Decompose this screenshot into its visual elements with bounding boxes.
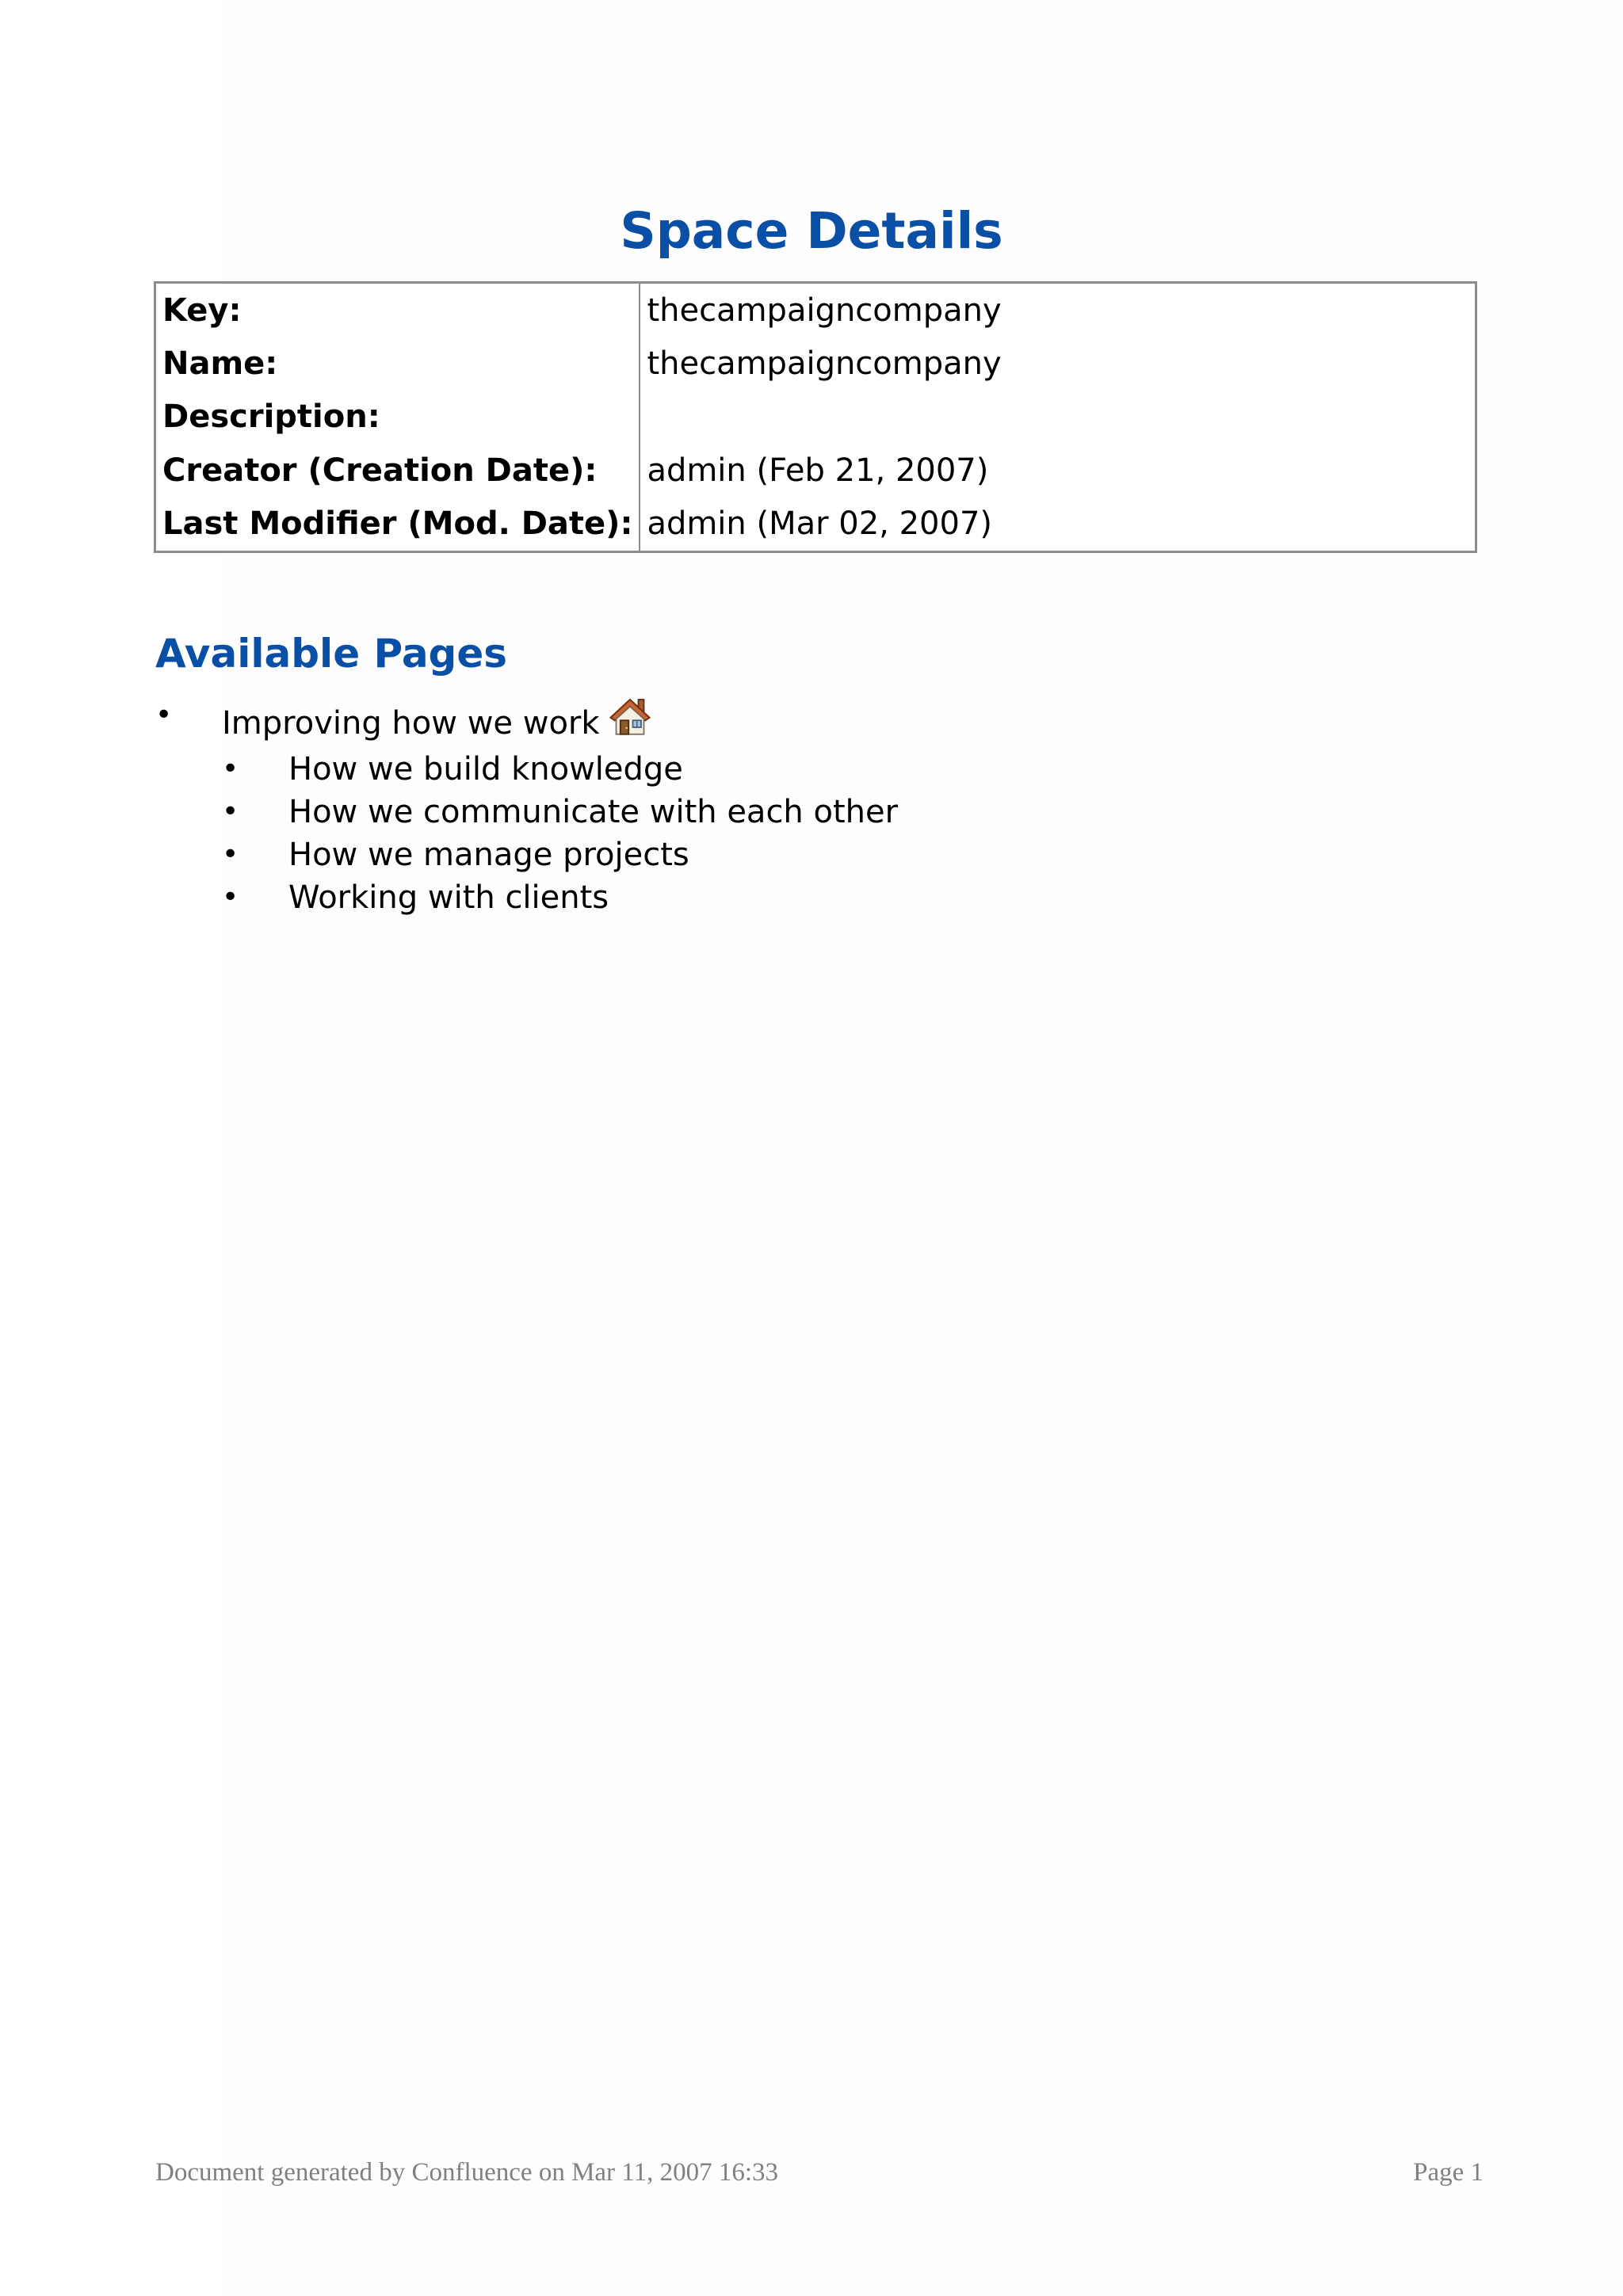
details-label: Description: xyxy=(155,391,640,444)
bullet: • xyxy=(222,753,239,785)
page-link[interactable]: Working with clients xyxy=(288,879,609,916)
details-value: thecampaigncompany xyxy=(647,345,1002,383)
page-tree xyxy=(155,694,898,919)
list-item xyxy=(222,833,898,876)
details-value: admin (Mar 02, 2007) xyxy=(647,505,993,543)
footer-page-number: Page 1 xyxy=(1413,2158,1484,2187)
footer-generated-text: Document generated by Confluence on Mar 11, 2007 16:33 xyxy=(155,2158,778,2187)
page-link[interactable]: How we manage projects xyxy=(288,837,689,873)
details-row-creator xyxy=(155,444,1476,497)
details-row-modifier xyxy=(155,498,1476,552)
details-value xyxy=(640,391,1476,444)
bullet: • xyxy=(222,795,239,828)
page-link[interactable]: How we build knowledge xyxy=(288,751,683,788)
list-item xyxy=(222,791,898,833)
page-tree-children xyxy=(222,748,898,919)
page-link-improving-how-we-work[interactable]: Improving how we work xyxy=(222,705,600,742)
details-value: thecampaigncompany xyxy=(647,292,1002,329)
details-row-name xyxy=(155,337,1476,390)
available-pages-heading: Available Pages xyxy=(155,631,508,677)
space-details-table xyxy=(154,281,1477,553)
details-row-key xyxy=(155,283,1476,338)
page-title: Space Details xyxy=(620,202,1003,260)
bullet: • xyxy=(222,838,239,871)
bullet: • xyxy=(222,881,239,913)
page-link[interactable]: How we communicate with each other xyxy=(288,794,899,830)
page-tree-root xyxy=(155,694,898,919)
list-item xyxy=(222,876,898,919)
details-label: Creator (Creation Date): xyxy=(155,444,640,497)
details-label: Key: xyxy=(155,283,640,338)
list-item xyxy=(222,748,898,791)
details-label: Last Modifier (Mod. Date): xyxy=(155,498,640,552)
details-row-description xyxy=(155,391,1476,444)
home-icon xyxy=(608,694,652,738)
details-value: admin (Feb 21, 2007) xyxy=(647,452,989,489)
bullet: • xyxy=(155,699,173,731)
details-label: Name: xyxy=(155,337,640,390)
